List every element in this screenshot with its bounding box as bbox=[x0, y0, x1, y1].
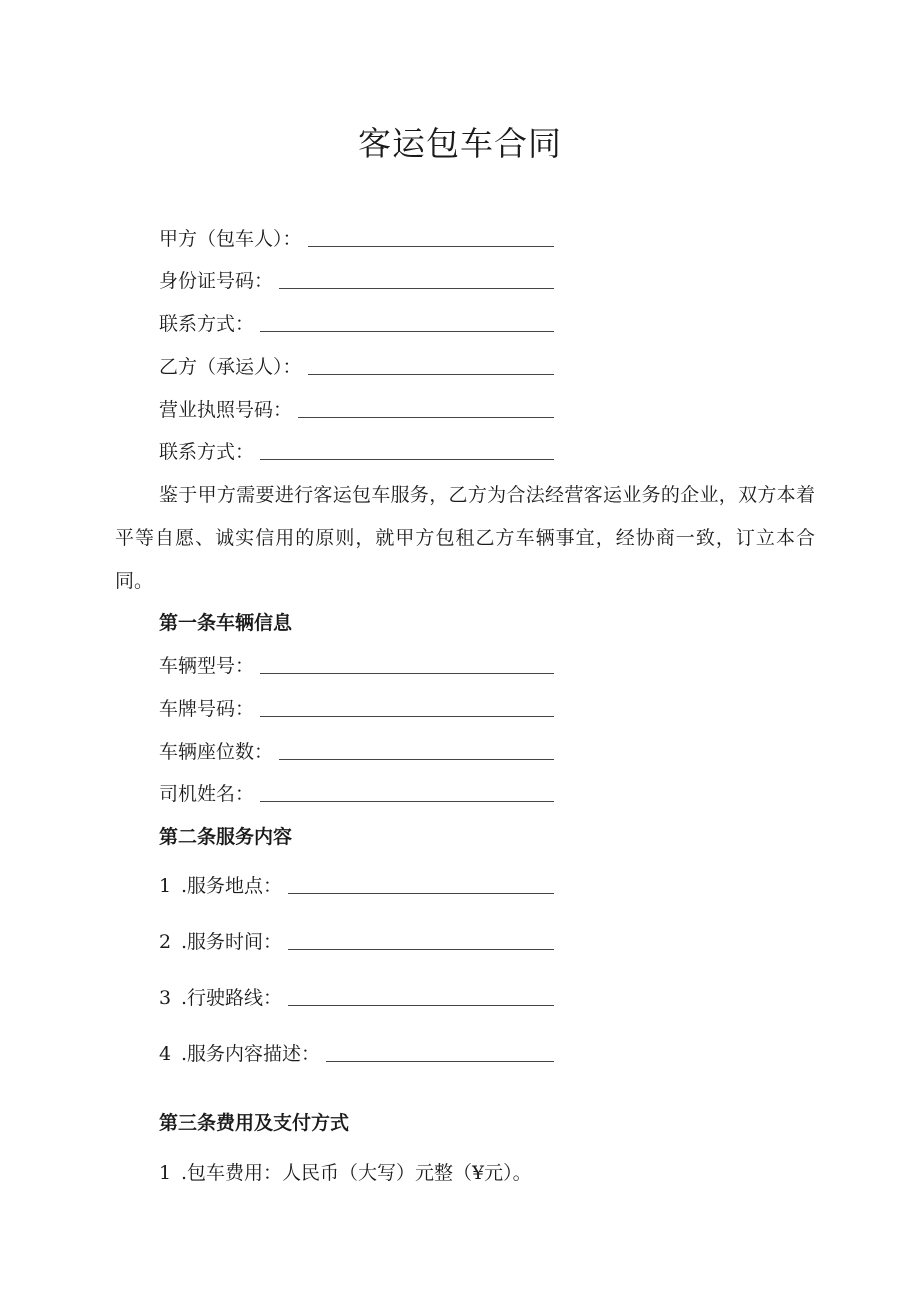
business-license-label: 营业执照号码： bbox=[159, 399, 293, 421]
party-b-field bbox=[159, 352, 554, 382]
item-number: 1 bbox=[159, 1162, 172, 1184]
article1-heading: 第一条车辆信息 bbox=[159, 612, 293, 634]
driver-name-blank[interactable] bbox=[260, 800, 554, 802]
vehicle-model-blank[interactable] bbox=[260, 672, 554, 674]
seat-count-field bbox=[159, 737, 554, 767]
charter-fee-text: .包车费用：人民币（大写）元整（¥元）。 bbox=[181, 1162, 532, 1184]
route-blank[interactable] bbox=[288, 1004, 554, 1006]
party-b-contact-field bbox=[159, 437, 554, 467]
service-time-field bbox=[159, 927, 554, 957]
driver-name-field bbox=[159, 779, 554, 809]
item-number: 4 bbox=[159, 1043, 172, 1065]
route-label: .行驶路线： bbox=[181, 987, 283, 1009]
business-license-blank[interactable] bbox=[298, 416, 554, 418]
plate-number-field bbox=[159, 694, 554, 724]
party-a-contact-blank[interactable] bbox=[260, 330, 554, 332]
service-time-blank[interactable] bbox=[288, 948, 554, 950]
party-b-contact-label: 联系方式： bbox=[159, 441, 255, 463]
item-number: 1 bbox=[159, 875, 172, 897]
seat-count-blank[interactable] bbox=[279, 758, 554, 760]
document-title: 客运包车合同 bbox=[358, 124, 562, 163]
business-license-field bbox=[159, 395, 554, 425]
service-description-blank[interactable] bbox=[326, 1060, 554, 1062]
seat-count-label: 车辆座位数： bbox=[159, 741, 274, 763]
service-location-blank[interactable] bbox=[288, 892, 554, 894]
plate-number-blank[interactable] bbox=[260, 715, 554, 717]
plate-number-label: 车牌号码： bbox=[159, 698, 255, 720]
charter-fee-line bbox=[159, 1158, 532, 1188]
article2-heading: 第二条服务内容 bbox=[159, 826, 293, 848]
item-number: 2 bbox=[159, 931, 172, 953]
party-b-blank[interactable] bbox=[308, 373, 554, 375]
service-description-field bbox=[159, 1039, 554, 1069]
id-number-label: 身份证号码： bbox=[159, 270, 274, 292]
preamble-paragraph: 鉴于甲方需要进行客运包车服务，乙方为合法经营客运业务的企业，双方本着平等自愿、诚实信用的原则，就甲方包租乙方车辆事宜，经协商一致，订立本合同。 bbox=[115, 484, 815, 592]
driver-name-label: 司机姓名： bbox=[159, 783, 255, 805]
party-b-label: 乙方（承运人）： bbox=[159, 356, 302, 378]
party-a-label: 甲方（包车人）： bbox=[159, 228, 302, 250]
item-number: 3 bbox=[159, 987, 172, 1009]
party-a-contact-field bbox=[159, 309, 554, 339]
party-a-field bbox=[159, 224, 554, 254]
vehicle-model-label: 车辆型号： bbox=[159, 655, 255, 677]
id-number-field bbox=[159, 266, 554, 296]
party-a-contact-label: 联系方式： bbox=[159, 313, 255, 335]
article3-heading: 第三条费用及支付方式 bbox=[159, 1112, 350, 1134]
service-location-field bbox=[159, 871, 554, 901]
service-time-label: .服务时间： bbox=[181, 931, 283, 953]
route-field bbox=[159, 983, 554, 1013]
vehicle-model-field bbox=[159, 651, 554, 681]
party-a-blank[interactable] bbox=[308, 245, 554, 247]
party-b-contact-blank[interactable] bbox=[260, 458, 554, 460]
id-number-blank[interactable] bbox=[279, 287, 554, 289]
service-description-label: .服务内容描述： bbox=[181, 1043, 321, 1065]
service-location-label: .服务地点： bbox=[181, 875, 283, 897]
